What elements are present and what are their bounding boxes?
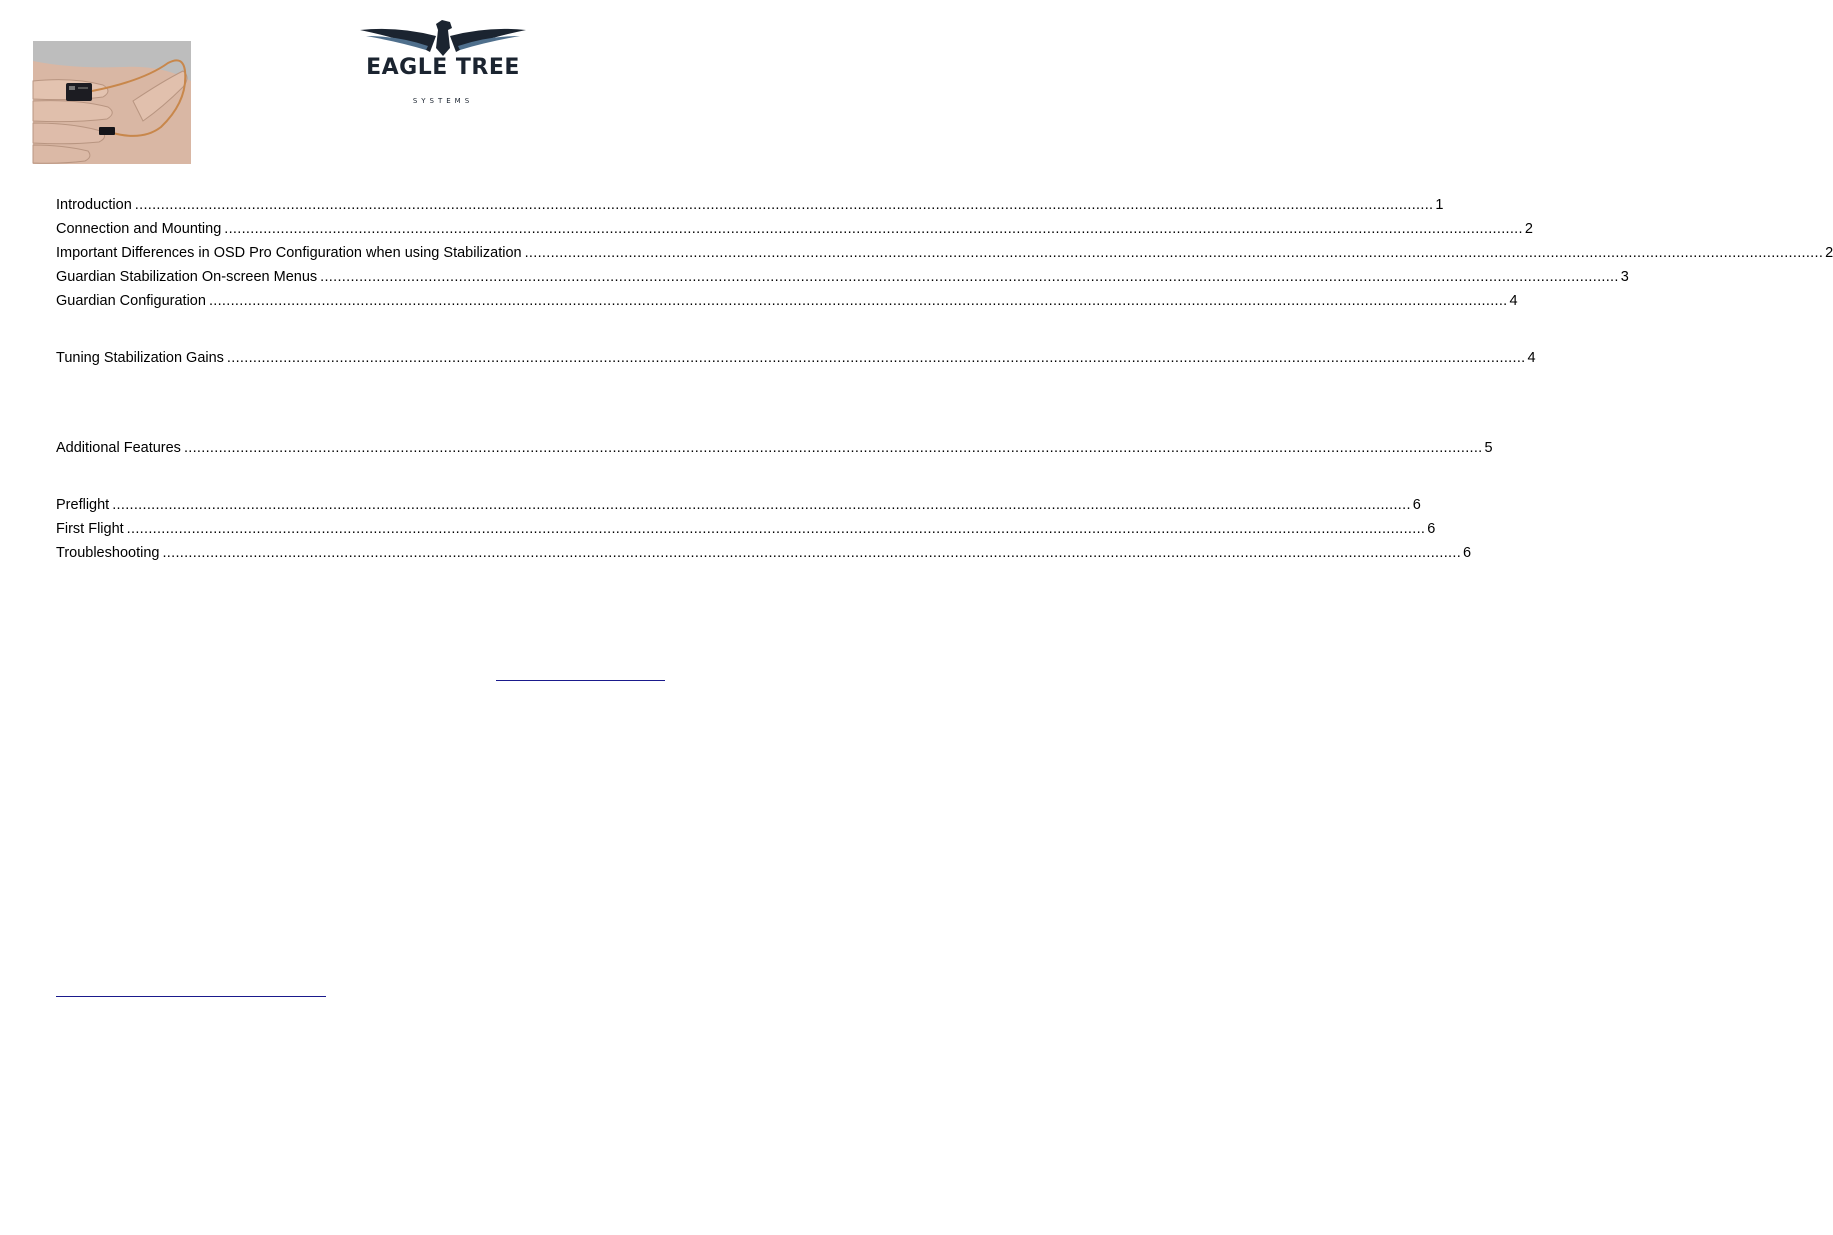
toc-leader-dots: ............................................................................................................................................................................................................................................................................................................ [320,269,1619,285]
toc-entry-page: 3 [1620,269,1629,285]
toc-entry-page: 6 [1463,545,1472,561]
toc-entry-page: 4 [1527,350,1536,366]
hyperlink-underline[interactable] [496,680,665,681]
toc-entry-page: 5 [1484,440,1493,456]
toc-entry[interactable] [56,243,1833,263]
toc-leader-dots: ............................................................................................................................................................................................................................................................................................................ [183,440,1483,456]
toc-entry-title: First Flight [56,521,124,537]
toc-leader-dots: ............................................................................................................................................................................................................................................................................................................ [126,521,1426,537]
toc-entry-title: Tuning Stabilization Gains [56,350,224,366]
toc-entry-title: Introduction [56,197,132,213]
toc-entry-title: Connection and Mounting [56,221,222,237]
toc-leader-dots: ............................................................................................................................................................................................................................................................................................................ [134,197,1434,213]
hyperlink-underline[interactable] [56,996,326,997]
toc-entry-page: 6 [1427,521,1436,537]
toc-leader-dots: ............................................................................................................................................................................................................................................................................................................ [224,221,1523,237]
toc-entry-page: 2 [1524,221,1533,237]
eagle-wings-icon [358,18,528,58]
toc-entry[interactable] [56,519,1436,539]
toc-entry-page: 2 [1825,245,1833,261]
toc-entry-title: Guardian Stabilization On-screen Menus [56,269,318,285]
toc-entry-title: Important Differences in OSD Pro Configuration when using Stabilization [56,245,522,261]
toc-entry-page: 4 [1509,293,1518,309]
toc-entry-page: 6 [1412,497,1421,513]
toc-entry-title: Guardian Configuration [56,293,206,309]
toc-leader-dots: ............................................................................................................................................................................................................................................................................................................ [162,545,1462,561]
eagle-tree-logo [358,18,528,105]
logo-title: EAGLE TREE [366,55,520,80]
toc-entry-page: 1 [1435,197,1444,213]
toc-entry[interactable] [56,438,1493,458]
toc-entry[interactable] [56,543,1472,563]
toc-entry-title: Preflight [56,497,110,513]
toc-entry-title: Troubleshooting [56,545,160,561]
toc-leader-dots: ............................................................................................................................................................................................................................................................................................................ [226,350,1526,366]
logo-subtitle: SYSTEMS [412,97,474,105]
product-photo [33,41,191,164]
toc-entry[interactable] [56,495,1421,515]
toc-entry[interactable] [56,291,1518,311]
toc-entry-title: Additional Features [56,440,181,456]
toc-leader-dots: ............................................................................................................................................................................................................................................................................................................ [112,497,1411,513]
toc-leader-dots: ............................................................................................................................................................................................................................................................................................................ [524,245,1824,261]
toc-entry[interactable] [56,195,1444,215]
toc-entry[interactable] [56,348,1536,368]
toc-entry[interactable] [56,267,1629,287]
toc-entry[interactable] [56,219,1533,239]
toc-leader-dots: ............................................................................................................................................................................................................................................................................................................ [208,293,1508,309]
